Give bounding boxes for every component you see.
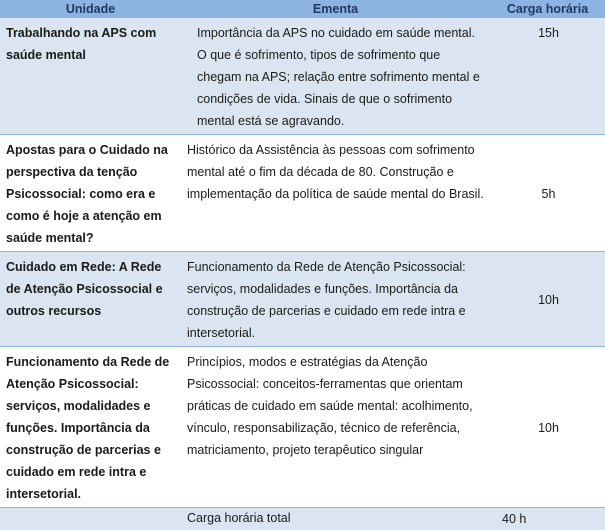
unit-name: Apostas para o Cuidado na perspectiva da tenção Psicossocial: como era e como é hoje a atenção em saúde mental?	[0, 135, 181, 252]
total-label: Carga horária total	[181, 508, 490, 530]
total-value: 40 h	[490, 508, 605, 530]
unit-ementa: Funcionamento da Rede de Atenção Psicossocial: serviços, modalidades e funções. Importância da construção de parcerias e cuidado em rede intra e intersetorial.	[181, 252, 490, 347]
total-empty-cell	[0, 508, 181, 530]
total-row	[0, 508, 605, 530]
table-row	[0, 135, 605, 252]
unit-name: Trabalhando na APS com saúde mental	[0, 18, 181, 135]
unit-ementa: Princípios, modos e estratégias da Atenção Psicossocial: conceitos-ferramentas que orientam práticas de cuidado em saúde mental: acolhimento, vínculo, responsabilização, técnico de referência, matriciamento, projeto terapêutico singular	[181, 347, 490, 508]
unit-hours: 10h	[490, 252, 605, 347]
table-row	[0, 252, 605, 347]
unit-ementa: Importância da APS no cuidado em saúde mental. O que é sofrimento, tipos de sofrimento que chegam na APS; relação entre sofrimento mental e condições de vida. Sinais de que o sofrimento mental está se agravando.	[181, 18, 490, 135]
table-row	[0, 18, 605, 135]
header-carga-horaria: Carga horária	[490, 0, 605, 18]
table-row	[0, 347, 605, 508]
unit-hours: 15h	[490, 18, 605, 135]
header-row	[0, 0, 605, 18]
unit-ementa: Histórico da Assistência às pessoas com sofrimento mental até o fim da década de 80. Construção e implementação da política de saúde mental do Brasil.	[181, 135, 490, 252]
unit-hours: 5h	[490, 135, 605, 252]
unit-hours: 10h	[490, 347, 605, 508]
header-ementa: Ementa	[181, 0, 490, 18]
unit-name: Funcionamento da Rede de Atenção Psicossocial: serviços, modalidades e funções. Importância da construção de parcerias e cuidado em rede intra e intersetorial.	[0, 347, 181, 508]
unit-name: Cuidado em Rede: A Rede de Atenção Psicossocial e outros recursos	[0, 252, 181, 347]
header-unidade: Unidade	[0, 0, 181, 18]
